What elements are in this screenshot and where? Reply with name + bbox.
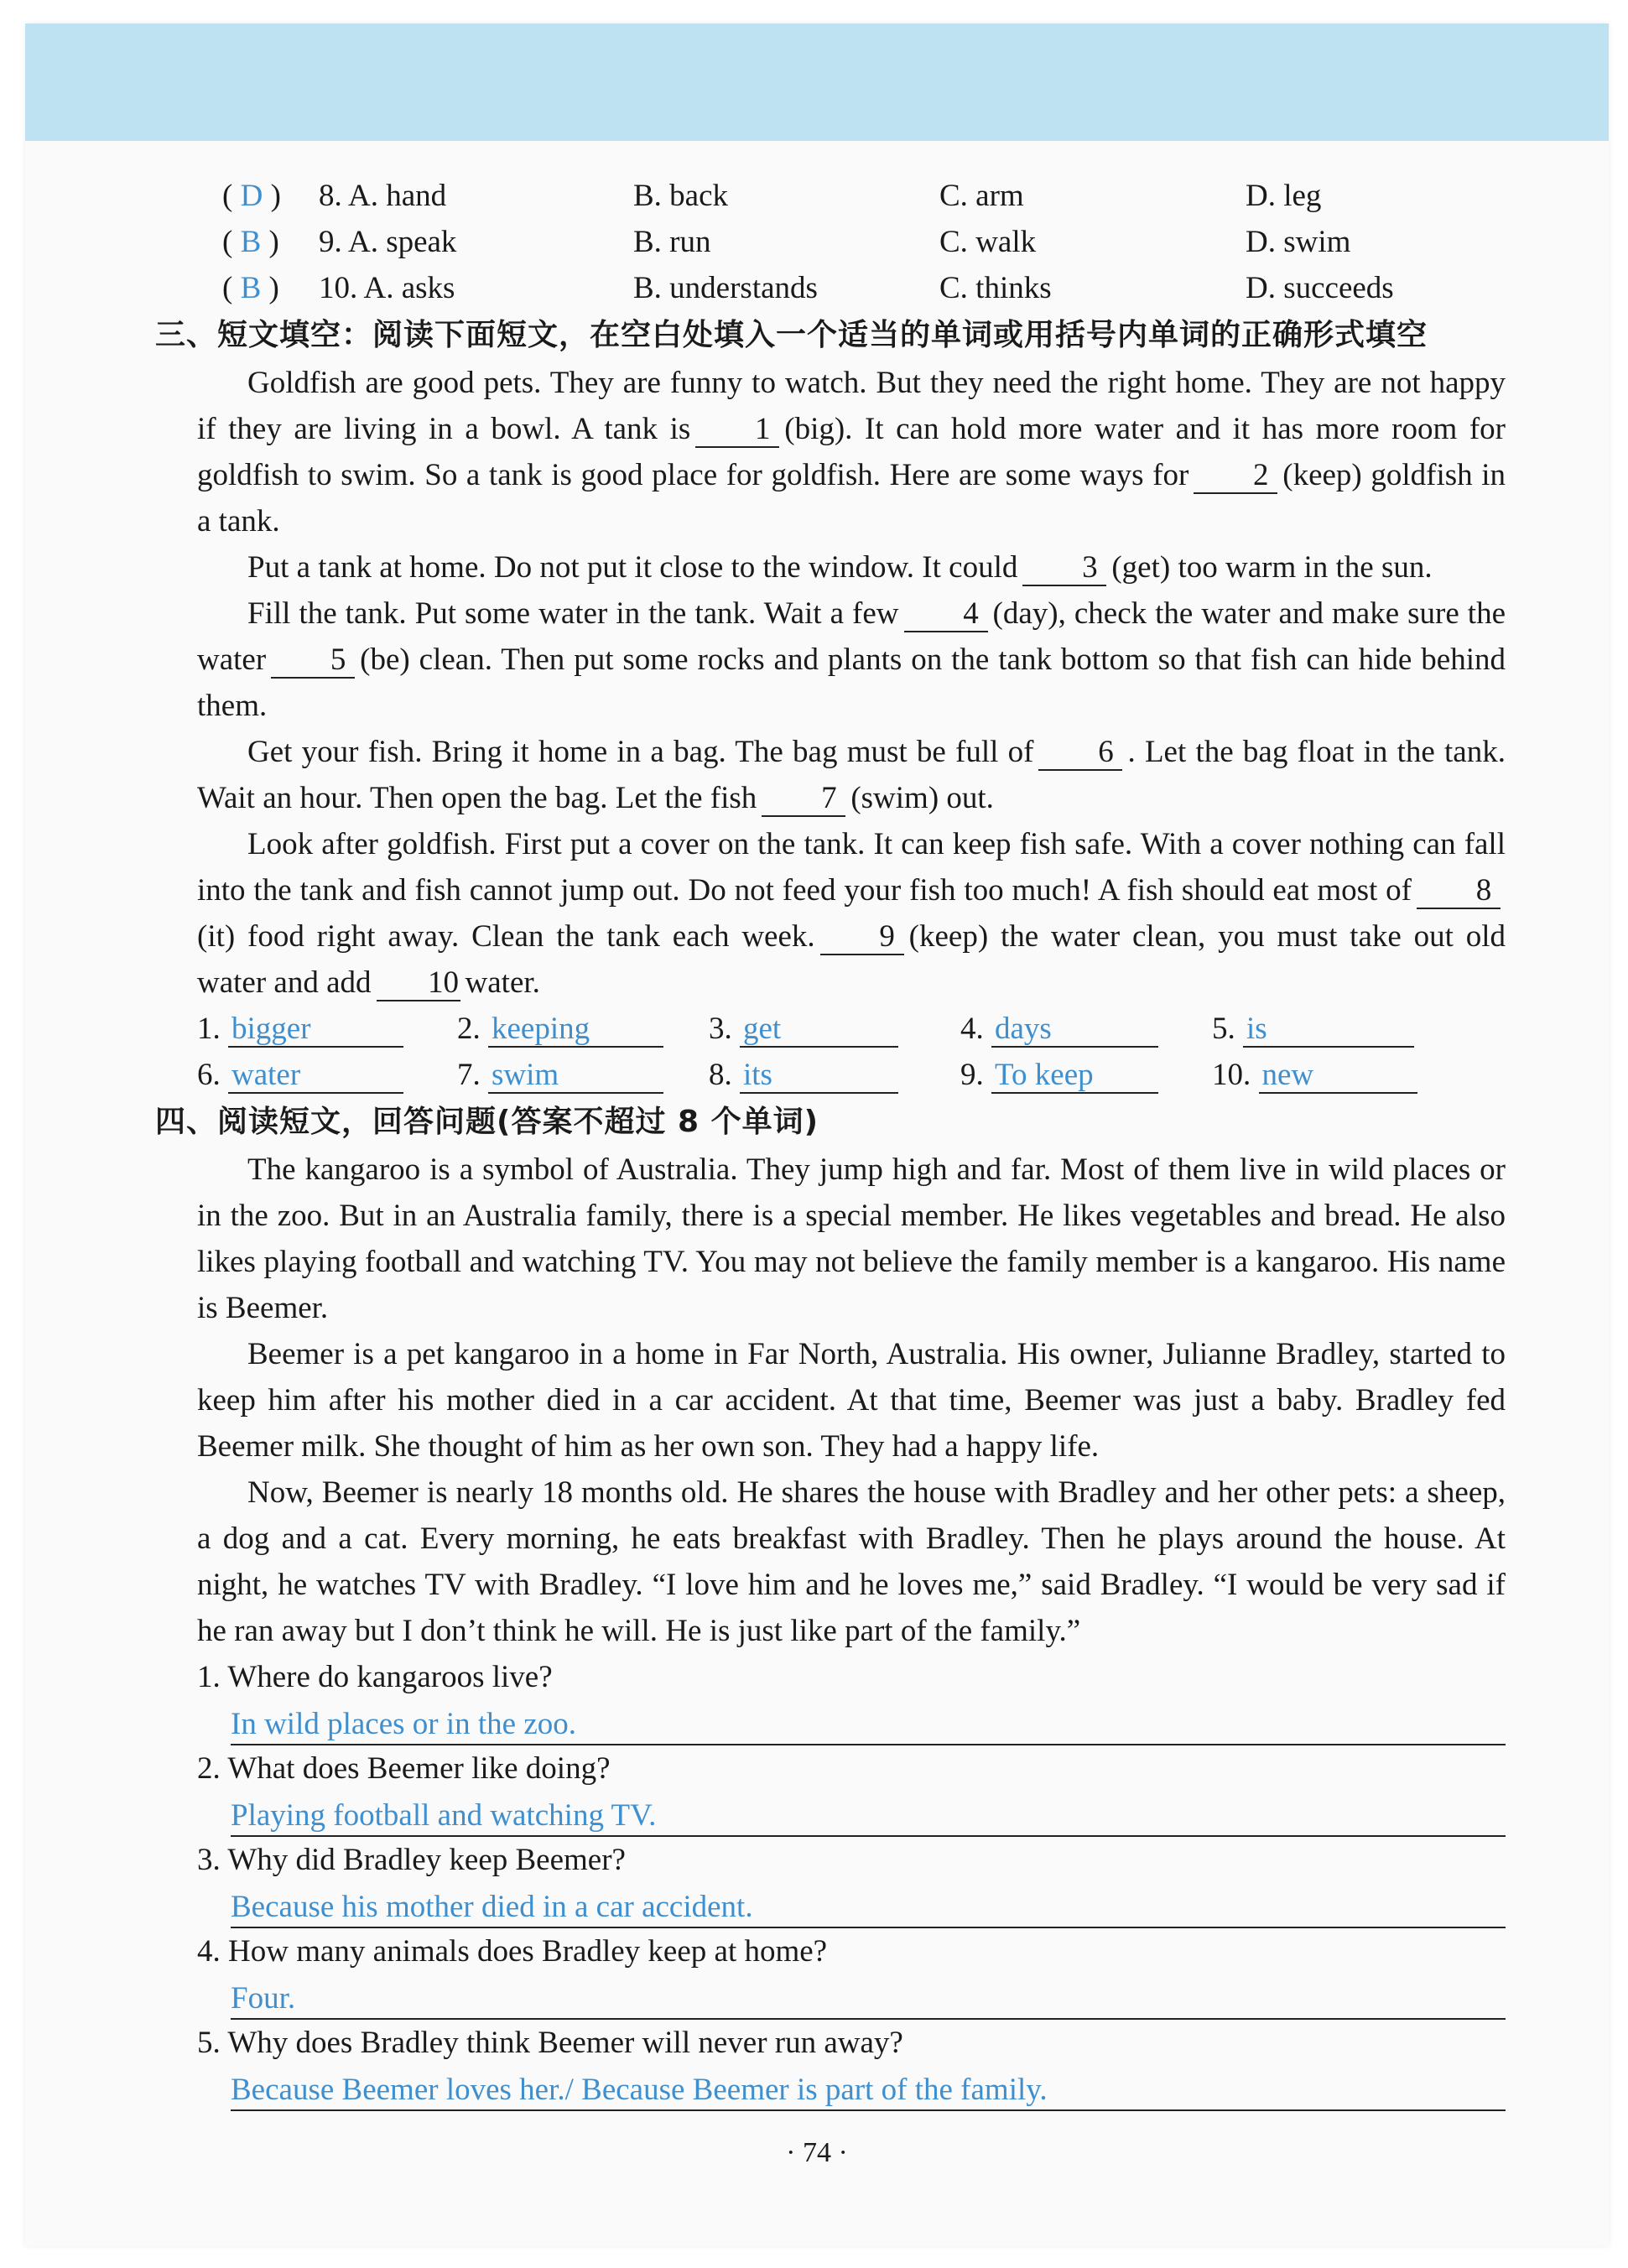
blank-10: 10 bbox=[377, 966, 460, 1001]
passage-paragraph: Fill the tank. Put some water in the tank. Wait a few 4 (day), check the water and make sure the water 5 (be) clean. Then put some rocks and plants on the tank bottom so that fish can hide behind them. bbox=[197, 596, 1506, 723]
mc-question-8: ( D ) 8. A. hand B. back C. arm D. leg bbox=[197, 173, 1506, 219]
page-number: · 74 · bbox=[786, 2137, 848, 2168]
question: 1. Where do kangaroos live? bbox=[197, 1660, 553, 1694]
mc-option-b: B. understands bbox=[633, 271, 818, 305]
mc-answer: D bbox=[240, 179, 263, 213]
answer-line: Playing football and watching TV. bbox=[231, 1792, 1506, 1837]
top-color-band bbox=[25, 23, 1609, 141]
blank-4: 4 bbox=[904, 597, 988, 632]
fill-answer: 5. is bbox=[1212, 1006, 1414, 1052]
answer-line: In wild places or in the zoo. bbox=[231, 1700, 1506, 1745]
blank-2: 2 bbox=[1194, 459, 1277, 494]
section-3-title: 三、短文填空：阅读下面短文，在空白处填入一个适当的单词或用括号内单词的正确形式填空 bbox=[155, 318, 1428, 352]
question: 2. What does Beemer like doing? bbox=[197, 1751, 611, 1786]
mc-option-c: C. walk bbox=[939, 225, 1037, 259]
question: 4. How many animals does Bradley keep at home? bbox=[197, 1934, 828, 1969]
mc-option-c: C. thinks bbox=[939, 271, 1052, 305]
reading-paragraph: Beemer is a pet kangaroo in a home in Far North, Australia. His owner, Julianne Bradley, started to keep him after his mother died in a car accident. At that time, Beemer was just a baby. Bradley fed Beemer milk. She thought of him as her own son. They had a happy life. bbox=[197, 1337, 1506, 1464]
question: 3. Why did Bradley keep Beemer? bbox=[197, 1843, 626, 1877]
section-4-title: 四、阅读短文，回答问题(答案不超过 8 个单词) bbox=[155, 1105, 819, 1139]
question: 5. Why does Bradley think Beemer will never run away? bbox=[197, 2026, 903, 2060]
fill-answer: 3. get bbox=[709, 1006, 898, 1052]
blank-9: 9 bbox=[820, 920, 904, 955]
blank-7: 7 bbox=[762, 782, 845, 817]
passage-paragraph: Look after goldfish. First put a cover on the tank. It can keep fish safe. With a cover nothing can fall into the tank and fish cannot jump out. Do not feed your fish too much! A fish should eat most of 8(it) food right away. Clean the tank each week. 9 (keep) the water clean, you must take out old water and add 10 water. bbox=[197, 827, 1506, 1000]
mc-option-d: D. succeeds bbox=[1246, 271, 1394, 305]
blank-5: 5 bbox=[271, 643, 355, 679]
mc-question-9: ( B ) 9. A. speak B. run C. walk D. swim bbox=[197, 219, 1506, 265]
answer-line: Because Beemer loves her./ Because Beemer is part of the family. bbox=[231, 2066, 1506, 2111]
fill-answer: 6. water bbox=[197, 1052, 403, 1098]
fill-answer: 10. new bbox=[1212, 1052, 1417, 1098]
fill-answer: 4. days bbox=[960, 1006, 1158, 1052]
fill-answer: 1. bigger bbox=[197, 1006, 403, 1052]
passage-paragraph: Get your fish. Bring it home in a bag. The bag must be full of 6 . Let the bag float in the tank. Wait an hour. Then open the bag. Let the fish 7 (swim) out. bbox=[197, 735, 1506, 815]
reading-paragraph: The kangaroo is a symbol of Australia. They jump high and far. Most of them live in wild places or in the zoo. But in an Australia family, there is a special member. He likes vegetables and bread. He also likes playing football and watching TV. You may not believe the family member is a kangaroo. His name is Beemer. bbox=[197, 1152, 1506, 1325]
mc-answer: B bbox=[240, 271, 262, 305]
passage-paragraph: Put a tank at home. Do not put it close to the window. It could 3 (get) too warm in the sun. bbox=[247, 550, 1433, 585]
worksheet-page bbox=[25, 23, 1609, 2246]
fill-answer: 9. To keep bbox=[960, 1052, 1158, 1098]
mc-option-d: D. leg bbox=[1246, 179, 1322, 213]
mc-option-c: C. arm bbox=[939, 179, 1024, 213]
mc-question-10: ( B ) 10. A. asks B. understands C. thinks D. succeeds bbox=[197, 265, 1506, 311]
fill-answer: 7. swim bbox=[457, 1052, 663, 1098]
blank-3: 3 bbox=[1022, 551, 1106, 586]
passage-paragraph: Goldfish are good pets. They are funny to watch. But they need the right home. They are not happy if they are living in a bowl. A tank is 1 (big). It can hold more water and it has more room for goldfish to swim. So a tank is good place for goldfish. Here are some ways for 2 (keep) goldfish in a tank. bbox=[197, 366, 1506, 538]
blank-6: 6 bbox=[1038, 736, 1122, 771]
fill-answer: 2. keeping bbox=[457, 1006, 663, 1052]
fill-answers-row-2 bbox=[197, 1052, 1506, 1098]
blank-1: 1 bbox=[695, 413, 779, 448]
fill-answer: 8. its bbox=[709, 1052, 898, 1098]
mc-answer: B bbox=[240, 225, 262, 259]
mc-option-b: B. back bbox=[633, 179, 729, 213]
answer-line: Because his mother died in a car accident. bbox=[231, 1883, 1506, 1928]
question-list bbox=[197, 1654, 1506, 2111]
reading-paragraph: Now, Beemer is nearly 18 months old. He shares the house with Bradley and her other pets: a sheep, a dog and a cat. Every morning, he eats breakfast with Bradley. Then he plays around the house. At night, he watches TV with Bradley. “I love him and he loves me,” said Bradley. “I would be very sad if he ran away but I don’t think he will. He is just like part of the family.” bbox=[197, 1475, 1506, 1648]
mc-option-d: D. swim bbox=[1246, 225, 1351, 259]
answer-line: Four. bbox=[231, 1974, 1506, 2020]
blank-8: 8 bbox=[1417, 874, 1501, 909]
content-area bbox=[155, 173, 1506, 2111]
fill-answers-row-1 bbox=[197, 1006, 1506, 1052]
mc-option-b: B. run bbox=[633, 225, 711, 259]
